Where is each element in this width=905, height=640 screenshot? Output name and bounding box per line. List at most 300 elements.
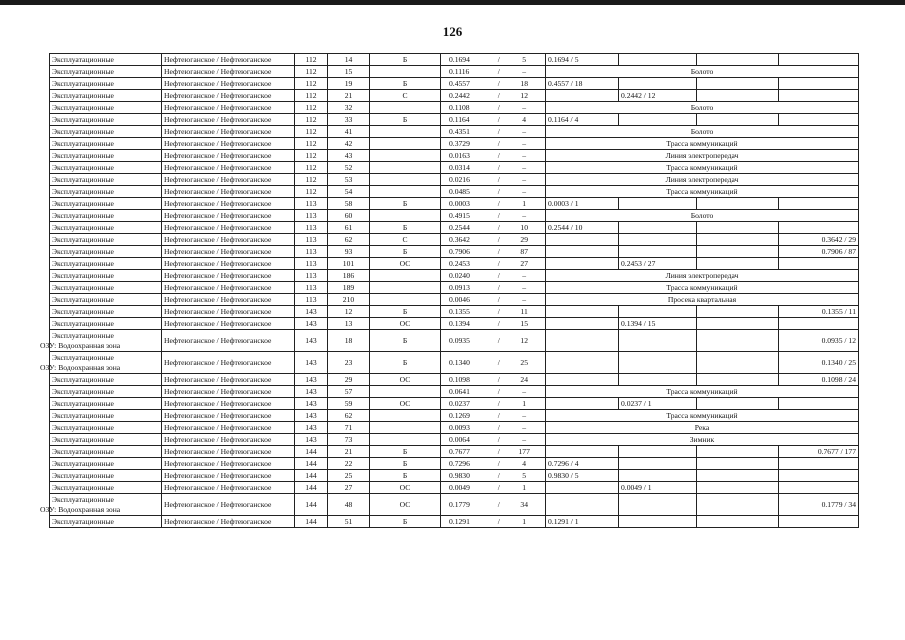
- forest-use-label: Эксплуатационные: [52, 434, 114, 444]
- forest-use-label: Эксплуатационные: [52, 494, 114, 504]
- result-column-1-cell: 0.9830 / 5: [546, 470, 619, 482]
- category-code-cell: [370, 150, 441, 162]
- area-value: 0.3642: [449, 234, 470, 244]
- result-column-3-cell: [697, 114, 779, 126]
- forestry-district-cell: Нефтеюганское / Нефтеюганское: [162, 482, 295, 494]
- area-value: 0.1779: [449, 499, 470, 509]
- plot-number-cell: 12: [328, 306, 370, 318]
- ratio-separator: /: [497, 270, 500, 280]
- category-code-cell: Б: [370, 246, 441, 258]
- forest-use-category-cell: [50, 222, 162, 234]
- result-column-1-cell: [546, 482, 619, 494]
- result-column-3-cell: [697, 516, 779, 528]
- plot-number-cell: 21: [328, 446, 370, 458]
- result-column-4-cell: [779, 482, 859, 494]
- volume-value: 25: [520, 357, 528, 367]
- result-column-1-cell: 0.2544 / 10: [546, 222, 619, 234]
- result-column-1-cell: [546, 234, 619, 246]
- area-volume-ratio: [443, 424, 543, 432]
- category-code-cell: [370, 126, 441, 138]
- category-code-cell: [370, 434, 441, 446]
- area-value: 0.0240: [449, 270, 470, 280]
- forest-use-label: Эксплуатационные: [52, 90, 114, 100]
- category-code-cell: Б: [370, 54, 441, 66]
- result-column-1-cell: [546, 318, 619, 330]
- area-value: 0.0064: [449, 434, 470, 444]
- land-type-note-cell: Просека квартальная: [546, 294, 859, 306]
- top-border-rule: [0, 0, 905, 5]
- volume-value: 1: [522, 516, 527, 526]
- table-row: [50, 470, 859, 482]
- volume-value: –: [522, 410, 527, 420]
- forest-use-label: Эксплуатационные: [52, 470, 114, 480]
- area-volume-cell: [441, 482, 546, 494]
- volume-value: 5: [522, 470, 527, 480]
- forestry-district-cell: Нефтеюганское / Нефтеюганское: [162, 516, 295, 528]
- category-code-cell: [370, 386, 441, 398]
- result-column-4-cell: 0.3642 / 29: [779, 234, 859, 246]
- result-column-2-cell: [619, 306, 697, 318]
- ratio-separator: /: [497, 434, 500, 444]
- forest-use-category-cell: [50, 186, 162, 198]
- volume-value: –: [522, 422, 527, 432]
- land-type-note-cell: Трасса коммуникаций: [546, 386, 859, 398]
- forest-use-category-cell: [50, 270, 162, 282]
- result-column-2-cell: [619, 330, 697, 352]
- category-code-cell: С: [370, 90, 441, 102]
- forest-use-label: Эксплуатационные: [52, 282, 114, 292]
- volume-value: 1: [522, 198, 527, 208]
- result-column-2-cell: [619, 234, 697, 246]
- area-volume-cell: [441, 222, 546, 234]
- category-code-cell: [370, 210, 441, 222]
- result-column-3-cell: [697, 246, 779, 258]
- table-row: [50, 434, 859, 446]
- quarter-number-cell: 144: [295, 516, 328, 528]
- result-column-3-cell: [697, 374, 779, 386]
- quarter-number-cell: 113: [295, 234, 328, 246]
- area-value: 0.1269: [449, 410, 470, 420]
- plot-number-cell: 23: [328, 352, 370, 374]
- ratio-separator: /: [497, 482, 500, 492]
- result-column-4-cell: [779, 222, 859, 234]
- result-column-4-cell: [779, 78, 859, 90]
- forestry-district-cell: Нефтеюганское / Нефтеюганское: [162, 198, 295, 210]
- area-volume-cell: [441, 150, 546, 162]
- result-column-1-cell: 0.1164 / 4: [546, 114, 619, 126]
- area-value: 0.0163: [449, 150, 470, 160]
- register-table-body: [40, 54, 859, 528]
- volume-value: 12: [520, 335, 528, 345]
- protection-zone-label: ОЗУ: Водоохранная зона: [40, 362, 121, 372]
- volume-value: –: [522, 386, 527, 396]
- result-column-4-cell: 0.7677 / 177: [779, 446, 859, 458]
- land-type-note-cell: Трасса коммуникаций: [546, 410, 859, 422]
- forest-use-category-cell: [40, 352, 162, 374]
- result-column-4-cell: 0.1098 / 24: [779, 374, 859, 386]
- forest-use-label: Эксплуатационные: [52, 374, 114, 384]
- category-code-cell: [370, 410, 441, 422]
- result-column-4-cell: [779, 318, 859, 330]
- area-volume-ratio: [443, 501, 543, 509]
- table-row: [50, 234, 859, 246]
- forest-use-category-cell: [50, 306, 162, 318]
- area-volume-ratio: [443, 128, 543, 136]
- forest-use-label: Эксплуатационные: [52, 318, 114, 328]
- forestry-district-cell: Нефтеюганское / Нефтеюганское: [162, 306, 295, 318]
- table-row: [50, 294, 859, 306]
- forestry-district-cell: Нефтеюганское / Нефтеюганское: [162, 162, 295, 174]
- area-volume-ratio: [443, 104, 543, 112]
- quarter-number-cell: 143: [295, 410, 328, 422]
- land-type-note-cell: Река: [546, 422, 859, 434]
- area-volume-cell: [441, 210, 546, 222]
- forest-use-category-cell: [50, 138, 162, 150]
- quarter-number-cell: 113: [295, 222, 328, 234]
- plot-number-cell: 29: [328, 374, 370, 386]
- forest-use-label: Эксплуатационные: [52, 138, 114, 148]
- forest-use-label: Эксплуатационные: [52, 482, 114, 492]
- plot-number-cell: 18: [328, 330, 370, 352]
- forest-use-category-cell: [50, 126, 162, 138]
- area-volume-cell: [441, 174, 546, 186]
- area-volume-ratio: [443, 296, 543, 304]
- plot-number-cell: 42: [328, 138, 370, 150]
- result-column-1-cell: [546, 246, 619, 258]
- area-value: 0.0046: [449, 294, 470, 304]
- forest-use-category-cell: [50, 102, 162, 114]
- area-volume-cell: [441, 330, 546, 352]
- forest-use-category-cell: [50, 282, 162, 294]
- area-value: 0.2453: [449, 258, 470, 268]
- forestry-district-cell: Нефтеюганское / Нефтеюганское: [162, 410, 295, 422]
- result-column-3-cell: [697, 330, 779, 352]
- table-row: [50, 138, 859, 150]
- category-code-cell: [370, 422, 441, 434]
- forestry-district-cell: Нефтеюганское / Нефтеюганское: [162, 282, 295, 294]
- forestry-district-cell: Нефтеюганское / Нефтеюганское: [162, 374, 295, 386]
- area-value: 0.0314: [449, 162, 470, 172]
- result-column-2-cell: [619, 78, 697, 90]
- volume-value: 15: [520, 318, 528, 328]
- ratio-separator: /: [497, 102, 500, 112]
- ratio-separator: /: [497, 422, 500, 432]
- forest-use-category-cell: [40, 494, 162, 516]
- forest-use-label: Эксплуатационные: [52, 126, 114, 136]
- area-volume-ratio: [443, 308, 543, 316]
- quarter-number-cell: 113: [295, 258, 328, 270]
- area-volume-ratio: [443, 140, 543, 148]
- category-code-cell: Б: [370, 352, 441, 374]
- quarter-number-cell: 143: [295, 330, 328, 352]
- table-row: [50, 482, 859, 494]
- protection-zone-label: ОЗУ: Водоохранная зона: [40, 504, 121, 514]
- forest-use-label: Эксплуатационные: [52, 352, 114, 362]
- forest-use-category-cell: [50, 246, 162, 258]
- volume-value: –: [522, 150, 527, 160]
- forest-use-label: Эксплуатационные: [52, 210, 114, 220]
- result-column-1-cell: [546, 306, 619, 318]
- result-column-4-cell: 0.1355 / 11: [779, 306, 859, 318]
- area-value: 0.1355: [449, 306, 470, 316]
- plot-number-cell: 53: [328, 174, 370, 186]
- land-type-note-cell: Линия электропередач: [546, 150, 859, 162]
- area-volume-ratio: [443, 188, 543, 196]
- area-volume-cell: [441, 126, 546, 138]
- plot-number-cell: 21: [328, 90, 370, 102]
- plot-number-cell: 60: [328, 210, 370, 222]
- category-code-cell: Б: [370, 458, 441, 470]
- forestry-district-cell: Нефтеюганское / Нефтеюганское: [162, 78, 295, 90]
- forest-use-label: Эксплуатационные: [52, 162, 114, 172]
- forest-use-label: Эксплуатационные: [52, 222, 114, 232]
- area-volume-ratio: [443, 224, 543, 232]
- category-code-cell: ОС: [370, 398, 441, 410]
- volume-value: 5: [522, 54, 527, 64]
- result-column-4-cell: [779, 458, 859, 470]
- plot-number-cell: 59: [328, 398, 370, 410]
- result-column-4-cell: 0.1779 / 34: [779, 494, 859, 516]
- area-volume-cell: [441, 318, 546, 330]
- forest-use-label: Эксплуатационные: [52, 246, 114, 256]
- area-volume-ratio: [443, 272, 543, 280]
- area-volume-ratio: [443, 359, 543, 367]
- result-column-3-cell: [697, 222, 779, 234]
- result-column-4-cell: [779, 114, 859, 126]
- area-volume-cell: [441, 352, 546, 374]
- result-column-1-cell: [546, 374, 619, 386]
- ratio-separator: /: [497, 410, 500, 420]
- ratio-separator: /: [497, 294, 500, 304]
- result-column-1-cell: 0.1694 / 5: [546, 54, 619, 66]
- forest-plot-register-table: [40, 53, 859, 528]
- category-code-cell: ОС: [370, 318, 441, 330]
- area-volume-cell: [441, 294, 546, 306]
- plot-number-cell: 25: [328, 470, 370, 482]
- area-value: 0.0935: [449, 335, 470, 345]
- plot-number-cell: 13: [328, 318, 370, 330]
- forest-use-label: Эксплуатационные: [52, 410, 114, 420]
- plot-number-cell: 189: [328, 282, 370, 294]
- forestry-district-cell: Нефтеюганское / Нефтеюганское: [162, 446, 295, 458]
- area-volume-ratio: [443, 484, 543, 492]
- area-volume-ratio: [443, 460, 543, 468]
- forest-use-category-cell: [50, 294, 162, 306]
- forest-use-label: Эксплуатационные: [52, 78, 114, 88]
- plot-number-cell: 48: [328, 494, 370, 516]
- quarter-number-cell: 144: [295, 458, 328, 470]
- forestry-district-cell: Нефтеюганское / Нефтеюганское: [162, 494, 295, 516]
- volume-value: 10: [520, 222, 528, 232]
- quarter-number-cell: 144: [295, 446, 328, 458]
- category-code-cell: [370, 174, 441, 186]
- land-type-note-cell: Болото: [546, 102, 859, 114]
- ratio-separator: /: [497, 222, 500, 232]
- area-value: 0.3729: [449, 138, 470, 148]
- ratio-separator: /: [497, 282, 500, 292]
- quarter-number-cell: 112: [295, 186, 328, 198]
- plot-number-cell: 210: [328, 294, 370, 306]
- volume-value: 29: [520, 234, 528, 244]
- area-value: 0.9830: [449, 470, 470, 480]
- ratio-separator: /: [497, 114, 500, 124]
- plot-number-cell: 62: [328, 234, 370, 246]
- area-volume-ratio: [443, 448, 543, 456]
- ratio-separator: /: [497, 126, 500, 136]
- forestry-district-cell: Нефтеюганское / Нефтеюганское: [162, 470, 295, 482]
- table-row: [50, 516, 859, 528]
- plot-number-cell: 93: [328, 246, 370, 258]
- ratio-separator: /: [497, 335, 500, 345]
- result-column-3-cell: [697, 482, 779, 494]
- quarter-number-cell: 143: [295, 422, 328, 434]
- forest-use-category-cell: [50, 318, 162, 330]
- volume-value: –: [522, 174, 527, 184]
- area-value: 0.7296: [449, 458, 470, 468]
- area-volume-ratio: [443, 164, 543, 172]
- result-column-2-cell: 0.2453 / 27: [619, 258, 697, 270]
- plot-number-cell: 14: [328, 54, 370, 66]
- quarter-number-cell: 112: [295, 150, 328, 162]
- quarter-number-cell: 112: [295, 114, 328, 126]
- table-row: [50, 186, 859, 198]
- forestry-district-cell: Нефтеюганское / Нефтеюганское: [162, 434, 295, 446]
- area-volume-cell: [441, 138, 546, 150]
- area-volume-cell: [441, 258, 546, 270]
- forest-use-category-cell: [50, 90, 162, 102]
- quarter-number-cell: 113: [295, 246, 328, 258]
- forestry-district-cell: Нефтеюганское / Нефтеюганское: [162, 174, 295, 186]
- category-code-cell: Б: [370, 198, 441, 210]
- quarter-number-cell: 143: [295, 374, 328, 386]
- volume-value: 4: [522, 458, 527, 468]
- plot-number-cell: 19: [328, 78, 370, 90]
- result-column-2-cell: [619, 494, 697, 516]
- forestry-district-cell: Нефтеюганское / Нефтеюганское: [162, 90, 295, 102]
- forest-use-category-cell: [50, 470, 162, 482]
- area-volume-cell: [441, 54, 546, 66]
- area-volume-cell: [441, 306, 546, 318]
- forestry-district-cell: Нефтеюганское / Нефтеюганское: [162, 386, 295, 398]
- quarter-number-cell: 113: [295, 198, 328, 210]
- result-column-3-cell: [697, 90, 779, 102]
- forest-use-category-cell: [50, 198, 162, 210]
- land-type-note-cell: Зимник: [546, 434, 859, 446]
- forestry-district-cell: Нефтеюганское / Нефтеюганское: [162, 458, 295, 470]
- result-column-2-cell: [619, 446, 697, 458]
- quarter-number-cell: 112: [295, 138, 328, 150]
- volume-value: –: [522, 282, 527, 292]
- area-value: 0.1108: [449, 102, 470, 112]
- area-volume-cell: [441, 282, 546, 294]
- area-value: 0.1291: [449, 516, 470, 526]
- quarter-number-cell: 112: [295, 102, 328, 114]
- category-code-cell: Б: [370, 330, 441, 352]
- result-column-4-cell: [779, 258, 859, 270]
- category-code-cell: Б: [370, 516, 441, 528]
- area-value: 0.1098: [449, 374, 470, 384]
- forest-use-category-cell: [50, 446, 162, 458]
- ratio-separator: /: [497, 210, 500, 220]
- table-row: [50, 352, 859, 374]
- ratio-separator: /: [497, 446, 500, 456]
- area-volume-cell: [441, 198, 546, 210]
- result-column-2-cell: 0.0049 / 1: [619, 482, 697, 494]
- forest-use-category-cell: [50, 398, 162, 410]
- area-volume-cell: [441, 78, 546, 90]
- result-column-3-cell: [697, 352, 779, 374]
- forest-use-label: Эксплуатационные: [52, 198, 114, 208]
- forest-use-label: Эксплуатационные: [52, 516, 114, 526]
- result-column-3-cell: [697, 458, 779, 470]
- area-volume-ratio: [443, 116, 543, 124]
- volume-value: –: [522, 162, 527, 172]
- area-volume-cell: [441, 102, 546, 114]
- ratio-separator: /: [497, 162, 500, 172]
- forest-use-category-cell: [50, 258, 162, 270]
- forest-use-category-cell: [50, 162, 162, 174]
- result-column-3-cell: [697, 78, 779, 90]
- plot-number-cell: 51: [328, 516, 370, 528]
- quarter-number-cell: 113: [295, 294, 328, 306]
- forest-use-label: Эксплуатационные: [52, 150, 114, 160]
- land-type-note-cell: Болото: [546, 66, 859, 78]
- result-column-3-cell: [697, 234, 779, 246]
- volume-value: 4: [522, 114, 527, 124]
- ratio-separator: /: [497, 198, 500, 208]
- result-column-1-cell: [546, 258, 619, 270]
- land-type-note-cell: Трасса коммуникаций: [546, 138, 859, 150]
- plot-number-cell: 62: [328, 410, 370, 422]
- forestry-district-cell: Нефтеюганское / Нефтеюганское: [162, 66, 295, 78]
- area-value: 0.0093: [449, 422, 470, 432]
- result-column-3-cell: [697, 258, 779, 270]
- area-volume-ratio: [443, 260, 543, 268]
- result-column-1-cell: 0.0003 / 1: [546, 198, 619, 210]
- quarter-number-cell: 112: [295, 66, 328, 78]
- quarter-number-cell: 113: [295, 282, 328, 294]
- area-value: 0.4351: [449, 126, 470, 136]
- forest-use-label: Эксплуатационные: [52, 234, 114, 244]
- quarter-number-cell: 112: [295, 78, 328, 90]
- ratio-separator: /: [497, 398, 500, 408]
- table-row: [50, 306, 859, 318]
- volume-value: 11: [520, 306, 528, 316]
- result-column-3-cell: [697, 54, 779, 66]
- forest-use-category-cell: [50, 374, 162, 386]
- ratio-separator: /: [497, 174, 500, 184]
- area-volume-ratio: [443, 248, 543, 256]
- forest-use-category-cell: [50, 458, 162, 470]
- volume-value: –: [522, 102, 527, 112]
- ratio-separator: /: [497, 306, 500, 316]
- category-code-cell: Б: [370, 78, 441, 90]
- forestry-district-cell: Нефтеюганское / Нефтеюганское: [162, 222, 295, 234]
- forest-use-label: Эксплуатационные: [52, 114, 114, 124]
- ratio-separator: /: [497, 499, 500, 509]
- result-column-1-cell: 0.4557 / 18: [546, 78, 619, 90]
- quarter-number-cell: 143: [295, 434, 328, 446]
- result-column-2-cell: [619, 198, 697, 210]
- table-row: [50, 150, 859, 162]
- plot-number-cell: 61: [328, 222, 370, 234]
- forest-use-label: Эксплуатационные: [52, 102, 114, 112]
- forest-use-label: Эксплуатационные: [52, 386, 114, 396]
- area-volume-cell: [441, 458, 546, 470]
- table-row: [50, 114, 859, 126]
- table-row: [50, 330, 859, 352]
- forestry-district-cell: Нефтеюганское / Нефтеюганское: [162, 352, 295, 374]
